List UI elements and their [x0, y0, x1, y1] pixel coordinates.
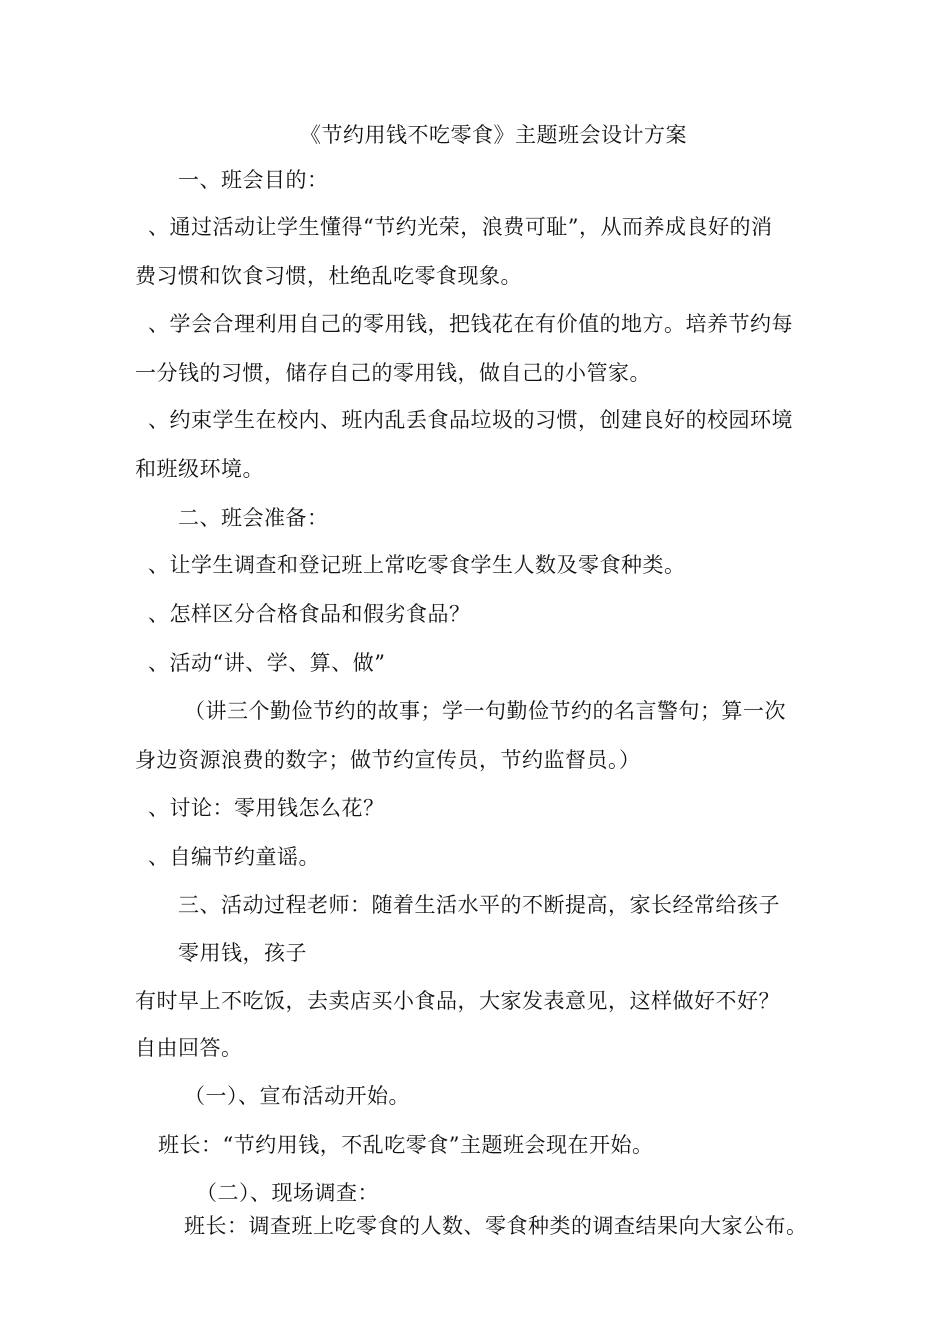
subsection-heading: （二）、现场调查： [196, 1181, 379, 1205]
paragraph-line: 、活动“讲、学、算、做” [148, 651, 386, 675]
paragraph-line: 身边资源浪费的数字；做节约宣传员，节约监督员。） [135, 748, 641, 772]
paragraph-line: 、怎样区分合格食品和假劣食品？ [148, 602, 471, 626]
paragraph-line: 、约束学生在校内、班内乱丢食品垃圾的习惯，创建良好的校园环境 [148, 408, 793, 432]
document-title: 《节约用钱不吃零食》主题班会设计方案 [300, 123, 687, 147]
paragraph-line: 、通过活动让学生懂得“节约光荣，浪费可耻”，从而养成良好的消 [148, 215, 773, 239]
paragraph-line: 自由回答。 [135, 1036, 243, 1060]
paragraph-line: 、讨论：零用钱怎么花？ [148, 796, 385, 820]
paragraph-line: 费习惯和饮食习惯，杜绝乱吃零食现象。 [135, 264, 522, 288]
paragraph-line: 班长：调查班上吃零食的人数、零食种类的调查结果向大家公布。 [184, 1214, 808, 1238]
subsection-heading: （一）、宣布活动开始。 [184, 1084, 410, 1108]
section-heading-1: 一、班会目的： [178, 168, 329, 192]
paragraph-line: 零用钱，孩子 [178, 941, 307, 965]
paragraph-line: 班长：“节约用钱，不乱吃零食”主题班会现在开始。 [158, 1133, 654, 1157]
paragraph-line: （讲三个勤俭节约的故事；学一句勤俭节约的名言警句；算一次 [184, 699, 786, 723]
paragraph-line: 有时早上不吃饭，去卖店买小食品，大家发表意见，这样做好不好？ [135, 989, 780, 1013]
paragraph-line: 、让学生调查和登记班上常吃零食学生人数及零食种类。 [148, 553, 686, 577]
paragraph-line: 一分钱的习惯，储存自己的零用钱，做自己的小管家。 [135, 361, 651, 385]
section-heading-2: 二、班会准备： [178, 506, 329, 530]
paragraph-line: 、学会合理利用自己的零用钱，把钱花在有价值的地方。培养节约每 [148, 312, 793, 336]
paragraph-line: 、自编节约童谣。 [148, 845, 320, 869]
paragraph-line: 和班级环境。 [135, 457, 264, 481]
section-heading-3: 三、活动过程老师：随着生活水平的不断提高，家长经常给孩子 [178, 893, 780, 917]
